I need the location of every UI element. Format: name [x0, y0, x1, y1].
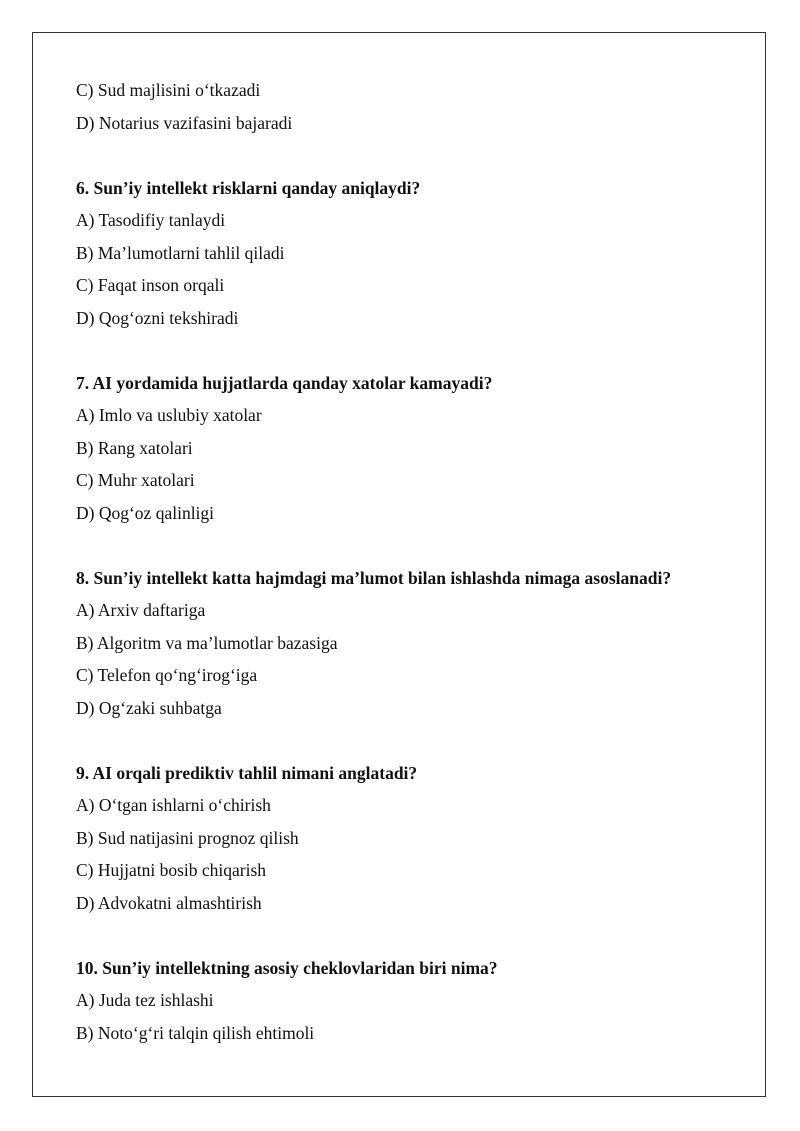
option-c-q9: C) Hujjatni bosib chiqarish — [76, 860, 267, 880]
option-a-q7: A) Imlo va uslubiy xatolar — [76, 405, 262, 425]
document-content — [76, 74, 756, 1049]
question-9: 9. AI orqali prediktiv tahlil nimani anglatadi? — [76, 762, 418, 783]
question-6: 6. Sun’iy intellekt risklarni qanday aniqlaydi? — [76, 177, 421, 198]
option-b-q6: B) Ma’lumotlarni tahlil qiladi — [76, 242, 285, 263]
option-b-q7: B) Rang xatolari — [76, 437, 193, 458]
spacer — [76, 724, 756, 757]
spacer — [76, 529, 756, 562]
option-a-q6: A) Tasodifiy tanlaydi — [76, 210, 226, 230]
spacer — [76, 334, 756, 367]
spacer — [76, 919, 756, 952]
option-b-q8: B) Algoritm va ma’lumotlar bazasiga — [76, 632, 338, 653]
option-d-q9: D) Advokatni almashtirish — [76, 892, 262, 913]
option-c-q6: C) Faqat inson orqali — [76, 275, 225, 295]
question-8: 8. Sun’iy intellekt katta hajmdagi ma’lumot bilan ishlashda nimaga asoslanadi? — [76, 567, 672, 588]
option-d-q7: D) Qog‘oz qalinligi — [76, 502, 215, 523]
question-7: 7. AI yordamida hujjatlarda qanday xatolar kamayadi? — [76, 372, 493, 393]
option-d-q5: D) Notarius vazifasini bajaradi — [76, 112, 293, 133]
option-b-q9: B) Sud natijasini prognoz qilish — [76, 827, 299, 848]
question-10: 10. Sun’iy intellektning asosiy cheklovlaridan biri nima? — [76, 957, 498, 978]
option-c-q5: C) Sud majlisini o‘tkazadi — [76, 80, 261, 100]
spacer — [76, 139, 756, 172]
option-d-q8: D) Og‘zaki suhbatga — [76, 697, 222, 718]
option-a-q9: A) O‘tgan ishlarni o‘chirish — [76, 795, 271, 815]
option-a-q10: A) Juda tez ishlashi — [76, 990, 214, 1010]
option-a-q8: A) Arxiv daftariga — [76, 600, 206, 620]
option-c-q7: C) Muhr xatolari — [76, 470, 195, 490]
option-c-q8: C) Telefon qo‘ng‘irog‘iga — [76, 665, 258, 685]
option-d-q6: D) Qog‘ozni tekshiradi — [76, 307, 239, 328]
option-b-q10: B) Noto‘g‘ri talqin qilish ehtimoli — [76, 1022, 315, 1043]
